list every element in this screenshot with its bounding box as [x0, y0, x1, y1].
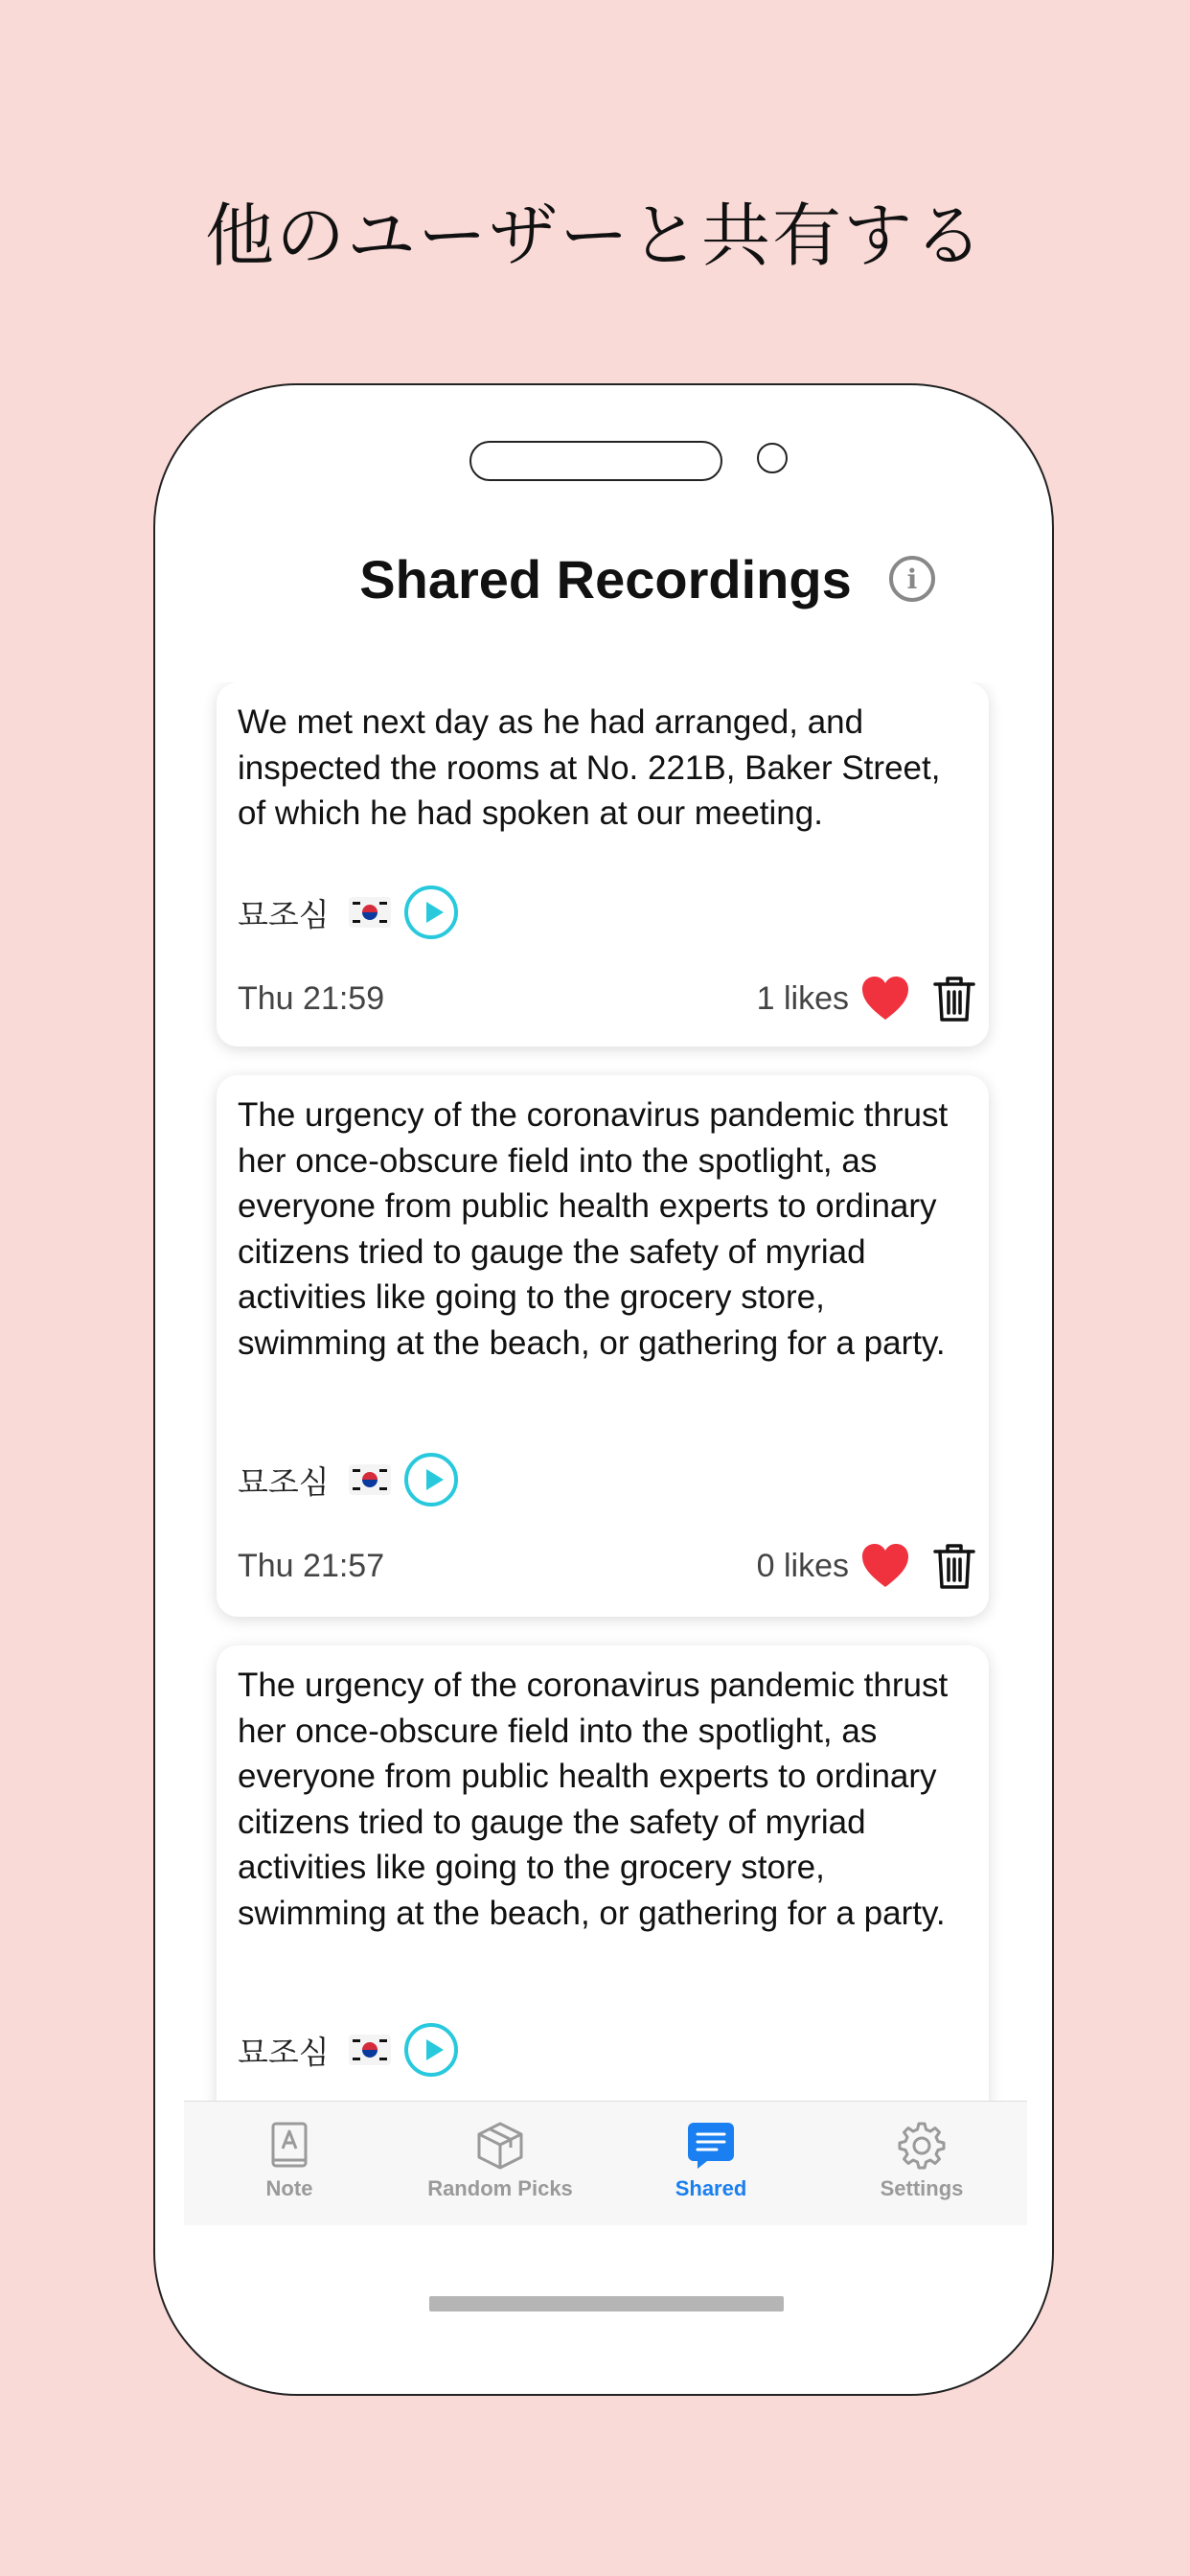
meta-row: [238, 1542, 975, 1590]
author-row: [238, 884, 458, 941]
tab-note[interactable]: [184, 2102, 395, 2225]
likes-count: 1 likes: [756, 979, 849, 1017]
meta-row: [238, 975, 975, 1023]
tab-label: Shared: [675, 2176, 747, 2200]
info-circle-icon[interactable]: i: [889, 556, 935, 602]
tab-label: Random Picks: [427, 2176, 573, 2200]
trash-icon[interactable]: [933, 975, 975, 1023]
gear-icon: [895, 2119, 949, 2173]
tab-label: Note: [265, 2176, 313, 2200]
timestamp: Thu 21:57: [238, 1547, 385, 1584]
chat-bubble-icon: [684, 2119, 738, 2173]
play-button[interactable]: [404, 886, 458, 939]
tab-settings[interactable]: [816, 2102, 1027, 2225]
book-icon: [263, 2119, 316, 2173]
author-row: [238, 1451, 458, 1508]
box-icon: [473, 2119, 527, 2173]
author-name: 묘조심: [238, 895, 330, 933]
heart-icon[interactable]: [860, 1543, 910, 1589]
play-button[interactable]: [404, 2023, 458, 2077]
recording-card: [217, 1075, 989, 1617]
heart-icon[interactable]: [860, 976, 910, 1022]
recording-text: The urgency of the coronavirus pandemic thrust her once-obscure field into the spotlight, as everyone from public health experts to ordinary citizens tried to gauge the safety of myriad activities like going to the grocery store, swimming at the beach, or gathering for a party.: [238, 1667, 949, 1932]
tab-label: Settings: [880, 2176, 964, 2200]
recordings-list[interactable]: [184, 682, 1027, 2216]
author-row: [238, 2021, 458, 2079]
tab-bar: [184, 2101, 1027, 2225]
phone-frame: [153, 383, 1054, 2396]
author-name: 묘조심: [238, 2033, 330, 2071]
south-korea-flag-icon: [349, 1464, 391, 1495]
page-title: Shared Recordings: [359, 549, 852, 610]
phone-speaker: [469, 441, 722, 481]
likes-count: 0 likes: [756, 1547, 849, 1584]
recording-text: The urgency of the coronavirus pandemic thrust her once-obscure field into the spotlight, as everyone from public health experts to ordinary citizens tried to gauge the safety of myriad activities like going to the grocery store, swimming at the beach, or gathering for a party.: [238, 1096, 949, 1362]
trash-icon[interactable]: [933, 1542, 975, 1590]
play-button[interactable]: [404, 1453, 458, 1506]
tab-random-picks[interactable]: [395, 2102, 606, 2225]
phone-camera: [757, 443, 788, 473]
tab-shared[interactable]: [606, 2102, 816, 2225]
timestamp: Thu 21:59: [238, 979, 385, 1017]
south-korea-flag-icon: [349, 2035, 391, 2065]
promo-headline: 他のユーザーと共有する: [204, 196, 985, 276]
author-name: 묘조심: [238, 1462, 330, 1501]
recording-text: We met next day as he had arranged, and inspected the rooms at No. 221B, Baker Street, of which he had spoken at our meeting.: [238, 703, 941, 832]
south-korea-flag-icon: [349, 897, 391, 928]
home-indicator[interactable]: [429, 2296, 784, 2312]
recording-card: [217, 682, 989, 1046]
